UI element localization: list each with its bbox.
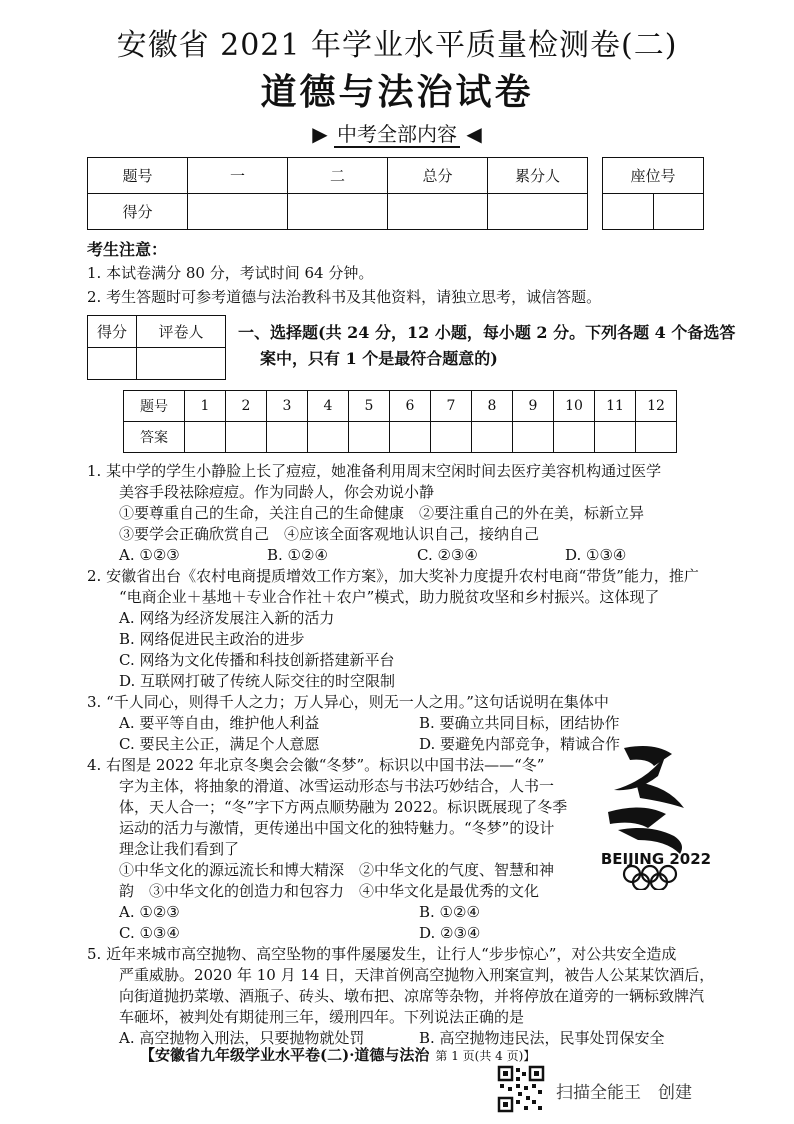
notice-item: 1. 本试卷满分 80 分，考试时间 64 分钟。 bbox=[87, 264, 374, 282]
qr-code-icon[interactable] bbox=[497, 1065, 545, 1113]
answer-number-cell: 8 bbox=[472, 391, 513, 422]
score-input-cell[interactable] bbox=[188, 194, 288, 230]
option[interactable]: A. 高空抛物入刑法，只要抛物就处罚 bbox=[119, 1029, 365, 1047]
score-cell: 总分 bbox=[388, 158, 488, 194]
answer-number-cell: 9 bbox=[513, 391, 554, 422]
winter-olympics-emblem bbox=[596, 740, 716, 890]
seat-label: 座位号 bbox=[603, 158, 704, 194]
page-footer bbox=[140, 1044, 535, 1065]
score-cell: 一 bbox=[188, 158, 288, 194]
option-row bbox=[87, 545, 727, 566]
option[interactable]: C. 要民主公正，满足个人意愿 bbox=[119, 735, 320, 753]
question-text: 理念让我们看到了 bbox=[119, 840, 240, 858]
option[interactable]: C. 网络为文化传播和科技创新搭建新平台 bbox=[119, 651, 395, 669]
scanner-watermark: 扫描全能王 创建 bbox=[556, 1083, 692, 1103]
answer-input-cell[interactable] bbox=[636, 422, 677, 453]
section-line: 案中，只有 1 个是最符合题意的) bbox=[260, 349, 498, 368]
question-text: 4. 右图是 2022 年北京冬奥会会徽“冬梦”。标识以中国书法——“冬” bbox=[87, 756, 545, 774]
option[interactable]: A. ①②③ bbox=[119, 546, 180, 564]
page-number: 第 1 页(共 4 页)】 bbox=[435, 1049, 536, 1063]
option[interactable]: B. ①②④ bbox=[419, 903, 480, 921]
question-text: 2. 安徽省出台《农村电商提质增效工作方案》，加大奖补力度提升农村电商“带货”能力，推广 bbox=[87, 567, 699, 585]
score-table bbox=[87, 157, 588, 230]
question-text: ①要尊重自己的生命，关注自己的生命健康 ②要注重自己的外在美，标新立异 bbox=[119, 504, 645, 522]
scope-text: 中考全部内容 bbox=[334, 122, 460, 148]
exam-title: 安徽省 2021 年学业水平质量检测卷(二) bbox=[116, 28, 678, 63]
answer-number-cell: 4 bbox=[308, 391, 349, 422]
grader-input-cell[interactable] bbox=[137, 348, 226, 380]
emblem-wordmark: BEIJING 2022 bbox=[600, 850, 712, 868]
score-cell: 二 bbox=[288, 158, 388, 194]
option-row bbox=[87, 713, 727, 734]
option[interactable]: A. ①②③ bbox=[119, 903, 180, 921]
answer-number-cell: 5 bbox=[349, 391, 390, 422]
answer-number-cell: 10 bbox=[554, 391, 595, 422]
option[interactable]: D. ①③④ bbox=[565, 546, 627, 564]
arrow-right-icon: ▶ bbox=[312, 122, 328, 146]
score-cell: 得分 bbox=[88, 194, 188, 230]
answer-input-cell[interactable] bbox=[267, 422, 308, 453]
question-text: ③要学会正确欣赏自己 ④应该全面客观地认识自己，接纳自己 bbox=[119, 525, 540, 543]
grader-input-cell[interactable] bbox=[88, 348, 137, 380]
answer-number-cell: 12 bbox=[636, 391, 677, 422]
answer-number-cell: 3 bbox=[267, 391, 308, 422]
answer-number-cell: 11 bbox=[595, 391, 636, 422]
answer-number-cell: 1 bbox=[185, 391, 226, 422]
answer-input-cell[interactable] bbox=[595, 422, 636, 453]
grader-name-label: 评卷人 bbox=[137, 316, 226, 348]
option[interactable]: A. 要平等自由，维护他人利益 bbox=[119, 714, 320, 732]
option[interactable]: B. 要确立共同目标，团结协作 bbox=[419, 714, 620, 732]
question-text: 1. 某中学的学生小静脸上长了痘痘，她准备利用周末空闲时间去医疗美容机构通过医学 bbox=[87, 462, 662, 480]
footer-text: 【安徽省九年级学业水平卷(二)·道德与法治 bbox=[140, 1046, 430, 1064]
option-row bbox=[87, 902, 727, 923]
answer-row-label: 答案 bbox=[124, 422, 185, 453]
answer-input-cell[interactable] bbox=[226, 422, 267, 453]
question-text: “电商企业＋基地＋专业合作社＋农户”模式，助力脱贫攻坚和乡村振兴。这体现了 bbox=[119, 588, 660, 606]
answer-input-cell[interactable] bbox=[431, 422, 472, 453]
option[interactable]: C. ②③④ bbox=[417, 546, 478, 564]
scope-banner bbox=[0, 118, 794, 147]
answer-input-cell[interactable] bbox=[349, 422, 390, 453]
option[interactable]: D. ②③④ bbox=[419, 924, 481, 942]
seat-table bbox=[602, 157, 704, 230]
section-line: 一、选择题(共 24 分，12 小题，每小题 2 分。下列各题 4 个备选答 bbox=[238, 323, 736, 342]
answer-input-cell[interactable] bbox=[513, 422, 554, 453]
answer-input-cell[interactable] bbox=[472, 422, 513, 453]
option[interactable]: B. 高空抛物违民法，民事处罚保安全 bbox=[419, 1029, 665, 1047]
score-cell: 题号 bbox=[88, 158, 188, 194]
question-text: 韵 ③中华文化的创造力和包容力 ④中华文化是最优秀的文化 bbox=[119, 882, 540, 900]
question-text: 运动的活力与激情，更传递出中国文化的独特魅力。“冬梦”的设计 bbox=[119, 819, 555, 837]
option[interactable]: D. 要避免内部竞争，精诚合作 bbox=[419, 735, 621, 753]
answer-number-cell: 7 bbox=[431, 391, 472, 422]
answer-number-cell: 2 bbox=[226, 391, 267, 422]
option[interactable]: B. 网络促进民主政治的进步 bbox=[119, 630, 305, 648]
question-text: 美容手段祛除痘痘。作为同龄人，你会劝说小静 bbox=[119, 483, 435, 501]
answer-header-label: 题号 bbox=[124, 391, 185, 422]
seat-input-cell[interactable] bbox=[653, 194, 704, 230]
option-row bbox=[87, 923, 727, 944]
seat-input-cell[interactable] bbox=[603, 194, 654, 230]
option[interactable]: C. ①③④ bbox=[119, 924, 180, 942]
question-text: 5. 近年来城市高空抛物、高空坠物的事件屡屡发生，让行人“步步惊心”，对公共安全造成 bbox=[87, 945, 677, 963]
question-text: 3. “千人同心，则得千人之力；万人异心，则无一人之用。”这句话说明在集体中 bbox=[87, 693, 609, 711]
question-text: 体，天人合一；“冬”字下方两点顺势融为 2022。标识既展现了冬季 bbox=[119, 798, 568, 816]
answer-input-cell[interactable] bbox=[390, 422, 431, 453]
grader-score-label: 得分 bbox=[88, 316, 137, 348]
question-text: 车砸坏，被判处有期徒刑三年，缓刑四年。下列说法正确的是 bbox=[119, 1008, 525, 1026]
question-text: 向街道抛扔菜墩、酒瓶子、砖头、墩布把、凉席等杂物，并将停放在道旁的一辆标致牌汽 bbox=[119, 987, 705, 1005]
score-input-cell[interactable] bbox=[288, 194, 388, 230]
score-input-cell[interactable] bbox=[388, 194, 488, 230]
grader-table bbox=[87, 315, 226, 380]
option[interactable]: D. 互联网打破了传统人际交往的时空限制 bbox=[119, 672, 396, 690]
question-text: ①中华文化的源远流长和博大精深 ②中华文化的气度、智慧和神 bbox=[119, 861, 555, 879]
subject-title: 道德与法治试卷 bbox=[260, 71, 534, 113]
notice-heading: 考生注意： bbox=[87, 240, 168, 259]
question-text: 字为主体，将抽象的滑道、冰雪运动形态与书法巧妙结合，人书一 bbox=[119, 777, 555, 795]
option[interactable]: B. ①②④ bbox=[267, 546, 328, 564]
notice-item: 2. 考生答题时可参考道德与法治教科书及其他资料，请独立思考，诚信答题。 bbox=[87, 288, 602, 306]
section-instructions bbox=[238, 320, 758, 372]
score-cell: 累分人 bbox=[488, 158, 588, 194]
answer-input-cell[interactable] bbox=[185, 422, 226, 453]
answer-input-cell[interactable] bbox=[308, 422, 349, 453]
arrow-left-icon: ◀ bbox=[466, 122, 482, 146]
qr-pattern bbox=[497, 1065, 545, 1113]
score-input-cell[interactable] bbox=[488, 194, 588, 230]
answer-table bbox=[123, 390, 677, 453]
answer-input-cell[interactable] bbox=[554, 422, 595, 453]
option[interactable]: A. 网络为经济发展注入新的活力 bbox=[119, 609, 335, 627]
emblem-icon bbox=[596, 740, 716, 890]
question-text: 严重威胁。2020 年 10 月 14 日，天津首例高空抛物入刑案宣判，被告人公某某饮酒后， bbox=[119, 966, 715, 984]
answer-number-cell: 6 bbox=[390, 391, 431, 422]
